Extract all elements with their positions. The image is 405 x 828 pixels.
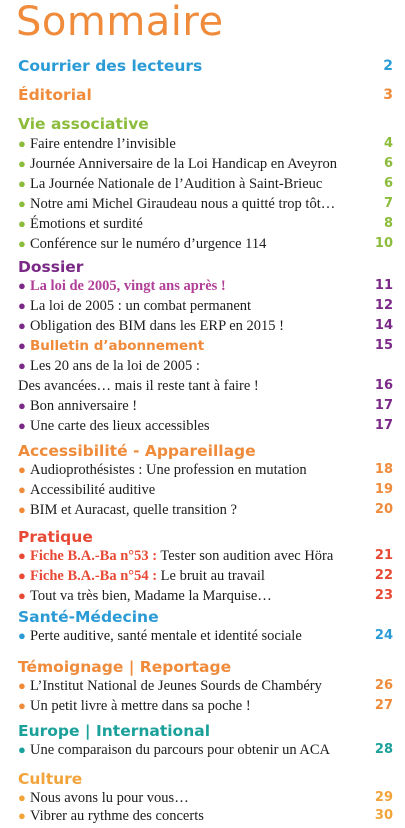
toc-item-page: 6 xyxy=(383,156,393,171)
toc-item-text: Faire entendre l’invisible xyxy=(30,136,176,152)
bullet-icon: ● xyxy=(18,462,26,477)
toc-item-page: 16 xyxy=(374,378,393,393)
toc-item-page: 29 xyxy=(374,790,393,805)
toc-item-text: Tester son audition avec Höra xyxy=(157,548,334,564)
bullet-icon: ● xyxy=(18,628,26,643)
section-editorial-page: 3 xyxy=(383,87,393,103)
toc-item[interactable] xyxy=(18,316,393,336)
toc-item-text: Notre ami Michel Giraudeau nous a quitté trop tôt… xyxy=(30,196,336,212)
toc-item[interactable] xyxy=(18,134,393,154)
section-vie-label: Vie associative xyxy=(18,115,149,133)
toc-item-text: Bon anniversaire ! xyxy=(30,398,138,414)
bullet-icon: ● xyxy=(18,502,26,517)
toc-item-text: Les 20 ans de la loi de 2005 : xyxy=(30,358,200,374)
toc-item[interactable] xyxy=(18,396,393,416)
bullet-icon: ● xyxy=(18,568,26,583)
section-accessibilite xyxy=(18,440,393,462)
section-courrier[interactable] xyxy=(18,55,393,77)
toc-item-text: Émotions et surdité xyxy=(30,216,143,232)
toc-item-text: Vibrer au rythme des concerts xyxy=(30,808,204,824)
section-courrier-page: 2 xyxy=(383,58,393,74)
section-vie-associative xyxy=(18,113,393,135)
section-editorial-label: Éditorial xyxy=(18,86,92,104)
toc-item-page: 8 xyxy=(383,216,393,231)
toc-item-text: Conférence sur le numéro d’urgence 114 xyxy=(30,236,267,252)
toc-item-text: BIM et Auracast, quelle transition ? xyxy=(30,502,237,518)
toc-item-text: Un petit livre à mettre dans sa poche ! xyxy=(30,698,251,714)
section-access-label: Accessibilité - Appareillage xyxy=(18,442,256,460)
toc-item-text: La Journée Nationale de l’Audition à Saint-Brieuc xyxy=(30,176,323,192)
toc-item[interactable] xyxy=(18,788,393,808)
toc-item[interactable] xyxy=(18,546,393,566)
bullet-icon: ● xyxy=(18,742,26,757)
toc-item[interactable] xyxy=(18,676,393,696)
toc-item-text: Tout va très bien, Madame la Marquise… xyxy=(30,588,272,604)
bullet-icon: ● xyxy=(18,176,26,191)
toc-item-page: 23 xyxy=(374,588,393,603)
section-culture-label: Culture xyxy=(18,770,83,788)
bullet-icon: ● xyxy=(18,156,26,171)
toc-item-text: La loi de 2005 : un combat permanent xyxy=(30,298,252,314)
bullet-icon: ● xyxy=(18,548,26,563)
toc-item-text: Le bruit au travail xyxy=(157,568,265,584)
bullet-icon: ● xyxy=(18,358,26,373)
toc-item-page: 6 xyxy=(383,176,393,191)
toc-item-text: Perte auditive, santé mentale et identité sociale xyxy=(30,628,302,644)
toc-item[interactable] xyxy=(18,566,393,586)
section-editorial[interactable] xyxy=(18,84,393,106)
section-europe-label: Europe | International xyxy=(18,722,211,740)
bullet-icon: ● xyxy=(18,338,26,353)
bullet-icon: ● xyxy=(18,236,26,251)
section-culture xyxy=(18,768,393,790)
toc-item-text: Nous avons lu pour vous… xyxy=(30,790,189,806)
toc-item-page: 17 xyxy=(374,418,393,433)
toc-item-page: 26 xyxy=(374,678,393,693)
section-sante-label: Santé-Médecine xyxy=(18,608,159,626)
toc-item-text: La loi de 2005, vingt ans après ! xyxy=(30,278,226,294)
bullet-icon: ● xyxy=(18,678,26,693)
toc-item-text: Bulletin d’abonnement xyxy=(30,338,205,354)
toc-item-text: Une comparaison du parcours pour obtenir un ACA xyxy=(30,742,331,758)
toc-item-highlight: Fiche B.A.-Ba n°54 : xyxy=(30,568,158,584)
toc-item-page: 27 xyxy=(374,698,393,713)
bullet-icon: ● xyxy=(18,790,26,805)
toc-item-text: L’Institut National de Jeunes Sourds de Chambéry xyxy=(30,678,322,694)
section-sante xyxy=(18,606,393,628)
toc-item[interactable] xyxy=(18,194,393,214)
toc-item-text: Accessibilité auditive xyxy=(30,482,156,498)
toc-item-text: Obligation des BIM dans les ERP en 2015 ! xyxy=(30,318,284,334)
bullet-icon: ● xyxy=(18,318,26,333)
toc-item-page: 22 xyxy=(374,568,393,583)
toc-item-page: 10 xyxy=(374,236,393,251)
toc-item[interactable] xyxy=(18,696,393,716)
toc-item[interactable] xyxy=(18,356,393,376)
bullet-icon: ● xyxy=(18,278,26,293)
bullet-icon: ● xyxy=(18,418,26,433)
toc-item[interactable] xyxy=(18,296,393,316)
toc-item[interactable] xyxy=(18,460,393,480)
section-dossier xyxy=(18,256,393,278)
toc-item[interactable] xyxy=(18,416,393,436)
toc-item-page: 19 xyxy=(374,482,393,497)
toc-item-page: 21 xyxy=(374,548,393,563)
toc-item[interactable] xyxy=(18,336,393,356)
toc-item[interactable] xyxy=(18,806,393,826)
section-pratique-label: Pratique xyxy=(18,528,93,546)
toc-item-page: 30 xyxy=(374,808,393,823)
toc-item-page: 4 xyxy=(383,136,393,151)
page-title: Sommaire xyxy=(16,0,224,45)
section-temoignage xyxy=(18,656,393,678)
section-temoignage-label: Témoignage | Reportage xyxy=(18,658,232,676)
toc-item-page: 18 xyxy=(374,462,393,477)
section-dossier-label: Dossier xyxy=(18,258,84,276)
section-europe xyxy=(18,720,393,742)
toc-item[interactable] xyxy=(18,214,393,234)
bullet-icon: ● xyxy=(18,588,26,603)
bullet-icon: ● xyxy=(18,136,26,151)
toc-item-page: 7 xyxy=(383,196,393,211)
bullet-icon: ● xyxy=(18,698,26,713)
toc-item[interactable] xyxy=(18,626,393,646)
toc-item[interactable] xyxy=(18,154,393,174)
toc-item-page: 15 xyxy=(374,338,393,353)
toc-item-page: 12 xyxy=(374,298,393,313)
toc-item-text: Journée Anniversaire de la Loi Handicap en Aveyron xyxy=(30,156,337,172)
toc-item[interactable] xyxy=(18,586,393,606)
toc-item-text: Une carte des lieux accessibles xyxy=(30,418,210,434)
toc-item[interactable] xyxy=(18,234,393,254)
bullet-icon: ● xyxy=(18,398,26,413)
toc-item[interactable] xyxy=(18,500,393,520)
toc-item[interactable] xyxy=(18,276,393,296)
toc-item-text: Audioprothésistes : Une profession en mutation xyxy=(30,462,307,478)
bullet-icon: ● xyxy=(18,216,26,231)
toc-item[interactable] xyxy=(18,174,393,194)
toc-item-page: 20 xyxy=(374,502,393,517)
bullet-icon: ● xyxy=(18,482,26,497)
toc-item-page: 14 xyxy=(374,318,393,333)
toc-item-page: 28 xyxy=(374,742,393,757)
section-courrier-label: Courrier des lecteurs xyxy=(18,57,203,75)
toc-item[interactable] xyxy=(18,740,393,760)
toc-item-page: 24 xyxy=(374,628,393,643)
bullet-icon: ● xyxy=(18,298,26,313)
toc-item-highlight: Fiche B.A.-Ba n°53 : xyxy=(30,548,158,564)
bullet-icon: ● xyxy=(18,808,26,823)
toc-item[interactable] xyxy=(18,480,393,500)
bullet-icon: ● xyxy=(18,196,26,211)
section-pratique xyxy=(18,526,393,548)
toc-item-page: 11 xyxy=(374,278,393,293)
toc-item-continuation[interactable] xyxy=(18,376,393,396)
toc-item-text: Des avancées… mais il reste tant à faire ! xyxy=(18,378,259,394)
toc-item-page: 17 xyxy=(374,398,393,413)
